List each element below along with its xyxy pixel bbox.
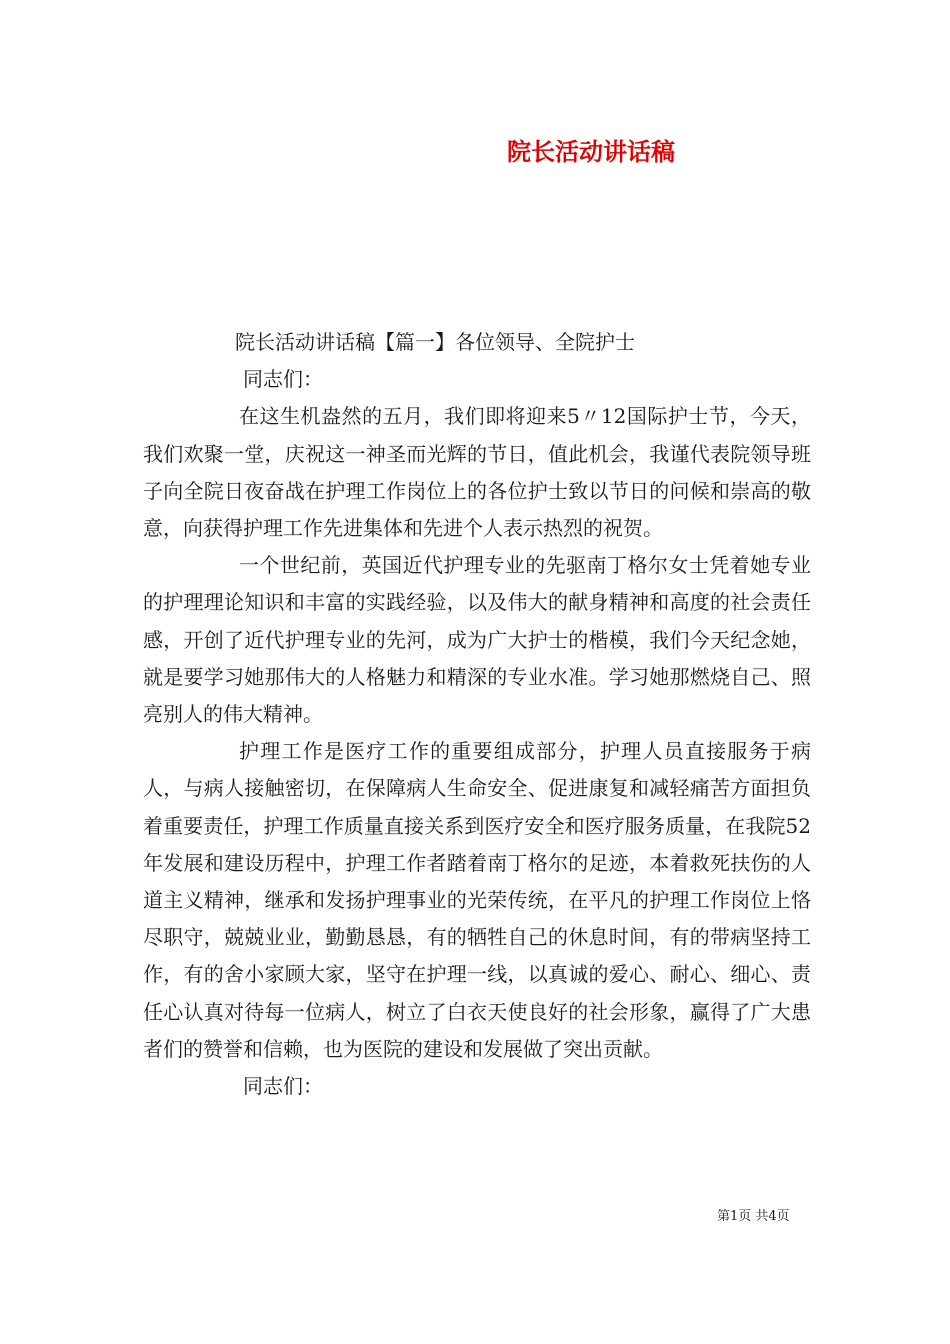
paragraph-2: 一个世纪前，英国近代护理专业的先驱南丁格尔女士凭着她专业的护理理论知识和丰富的实践经验，以及伟大的献身精神和高度的社会责任感，开创了近代护理专业的先河，成为广大护士的楷模，我们今天纪念她，就是要学习她那伟大的人格魅力和精深的专业水准。学习她那燃烧自己、照亮别人的伟大精神。 (143, 553, 811, 726)
salutation-closing: 同志们： (243, 1074, 323, 1099)
salutation: 同志们： (243, 367, 323, 392)
heading-line: 院长活动讲话稿【篇一】各位领导、全院护士 (235, 330, 635, 354)
page-number: 第1页 共4页 (717, 1209, 790, 1224)
document-body (143, 324, 811, 1105)
paragraph-1: 在这生机盎然的五月，我们即将迎来5〃12国际护士节，今天，我们欢聚一堂，庆祝这一神圣而光辉的节日，值此机会，我谨代表院领导班子向全院日夜奋战在护理工作岗位上的各位护士致以节日的问候和崇高的敬意，向获得护理工作先进集体和先进个人表示热烈的祝贺。 (143, 404, 811, 540)
document-title: 院长活动讲话稿 (507, 137, 675, 166)
paragraph-3: 护理工作是医疗工作的重要组成部分，护理人员直接服务于病人，与病人接触密切，在保障病人生命安全、促进康复和减轻痛苦方面担负着重要责任，护理工作质量直接关系到医疗安全和医疗服务质量，在我院52年发展和建设历程中，护理工作者踏着南丁格尔的足迹，本着救死扶伤的人道主义精神，继承和发扬护理事业的光荣传统，在平凡的护理工作岗位上恪尽职守，兢兢业业，勤勤恳恳，有的牺牲自己的休息时间，有的带病坚持工作，有的舍小家顾大家，坚守在护理一线，以真诚的爱心、耐心、细心、责任心认真对待每一位病人，树立了白衣天使良好的社会形象，赢得了广大患者们的赞誉和信赖，也为医院的建设和发展做了突出贡献。 (143, 739, 811, 1061)
